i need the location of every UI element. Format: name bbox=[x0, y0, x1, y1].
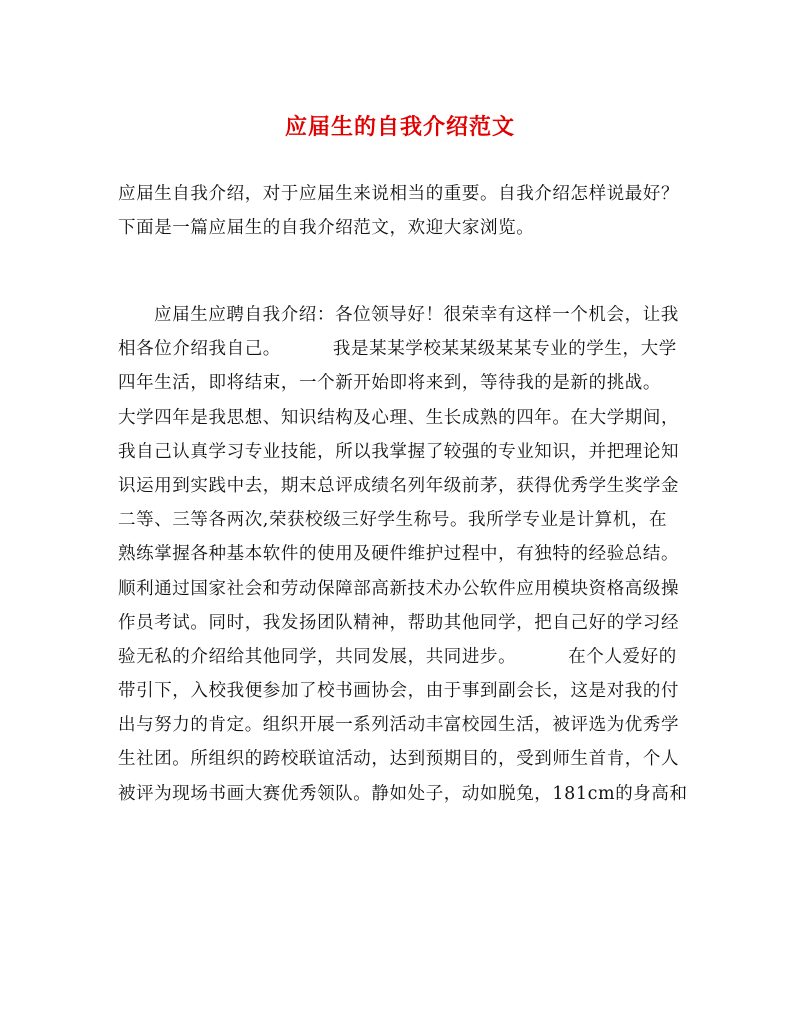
text-line: 应届生自我介绍，对于应届生来说相当的重要。自我介绍怎样说最好？ bbox=[118, 184, 680, 204]
text-line: 生社团。所组织的跨校联谊活动，达到预期目的，受到师生首肯，个人 bbox=[118, 749, 680, 770]
text-line: 下面是一篇应届生的自我介绍范文，欢迎大家浏览。 bbox=[118, 218, 535, 239]
text-line: 我自己认真学习专业技能，所以我掌握了较强的专业知识，并把理论知 bbox=[118, 441, 680, 462]
text-line: 识运用到实践中去，期末总评成绩名列年级前茅，获得优秀学生奖学金 bbox=[118, 475, 680, 496]
document-title: 应届生的自我介绍范文 bbox=[284, 114, 515, 140]
body-paragraph bbox=[118, 298, 698, 811]
text-line: 四年生活，即将结束，一个新开始即将来到，等待我的是新的挑战。 bbox=[118, 373, 661, 394]
text-segment: 在个人爱好的 bbox=[568, 646, 677, 667]
text-line: 应届生应聘自我介绍：各位领导好！很荣幸有这样一个机会，让我 bbox=[154, 305, 679, 325]
text-segment: 相各位介绍我自己。 bbox=[118, 339, 281, 360]
text-line: 二等、三等各两次,荣获校级三好学生称号。我所学专业是计算机，在 bbox=[118, 510, 668, 531]
text-line: 出与努力的肯定。组织开展一系列活动丰富校园生活，被评选为优秀学 bbox=[118, 715, 680, 736]
text-segment: 验无私的介绍给其他同学，共同发展，共同进步。 bbox=[118, 646, 517, 667]
text-line: 大学四年是我思想、知识结构及心理、生长成熟的四年。在大学期间， bbox=[118, 407, 680, 428]
text-line bbox=[118, 640, 698, 674]
text-line: 熟练掌握各种基本软件的使用及硬件维护过程中，有独特的经验总结。 bbox=[118, 544, 680, 565]
text-line: 作员考试。同时，我发扬团队精神，帮助其他同学，把自己好的学习经 bbox=[118, 612, 680, 633]
text-line: 带引下，入校我便参加了校书画协会，由于事到副会长，这是对我的付 bbox=[118, 681, 680, 702]
text-line: 被评为现场书画大赛优秀领队。静如处子，动如脱兔，181cm的身高和 bbox=[118, 783, 688, 804]
intro-paragraph bbox=[118, 177, 698, 245]
text-segment: 我是某某学校某某级某某专业的学生，大学 bbox=[332, 339, 677, 360]
text-line: 顺利通过国家社会和劳动保障部高新技术办公软件应用模块资格高级操 bbox=[118, 578, 680, 599]
text-line bbox=[118, 332, 698, 366]
